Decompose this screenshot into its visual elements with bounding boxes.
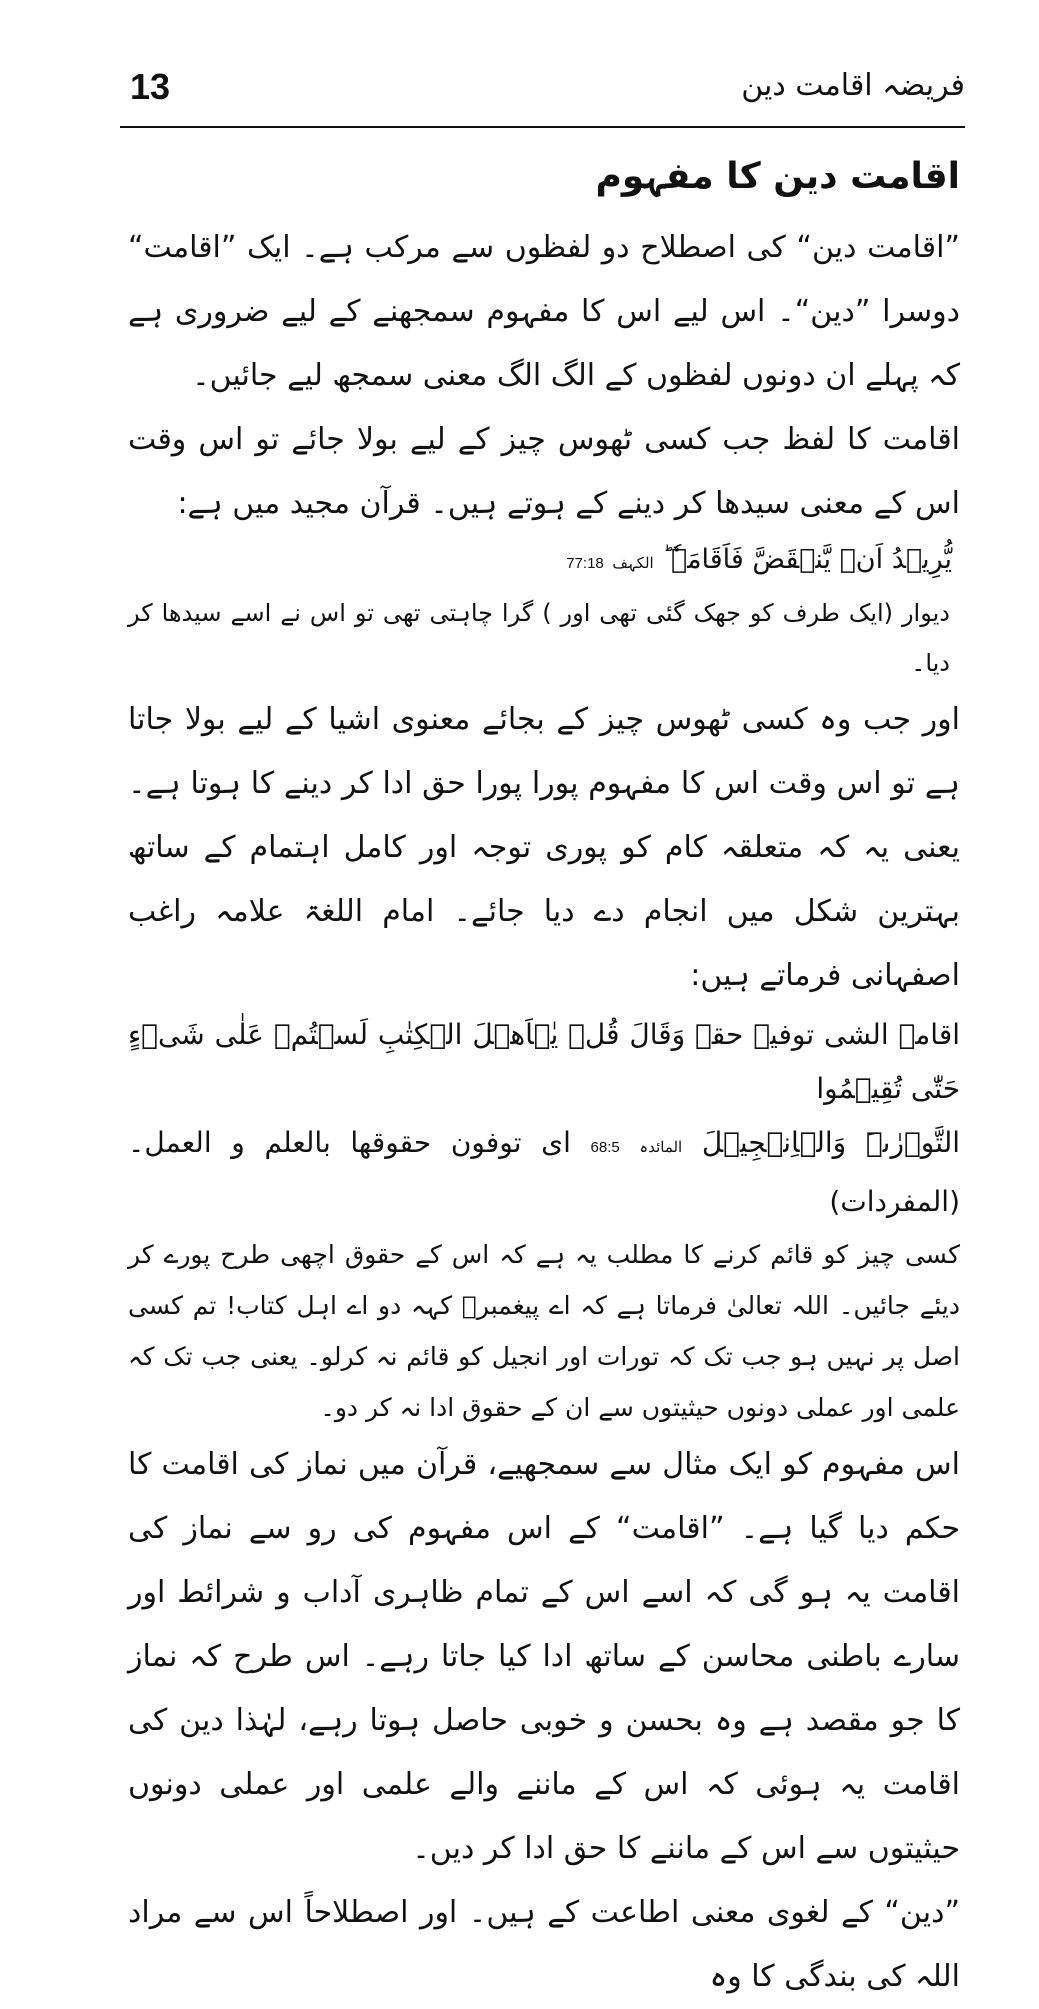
header-divider [120,126,965,128]
paragraph-3: اور جب وہ کسی ٹھوس چیز کے بجائے معنوی اشیا کے لیے بولا جاتا ہے تو اس وقت اس کا مفہوم پورا پورا حق ادا کر دینے کا ہوتا ہے۔ یعنی یہ کہ متعلقہ کام کو پوری توجہ اور کامل اہتمام کے ساتھ بہترین شکل میں انجام دے دیا جائے۔ امام اللغۃ علامہ راغب اصفہانی فرماتے ہیں: [128,702,960,993]
paragraph-4: اس مفہوم کو ایک مثال سے سمجھیے، قرآن میں نماز کی اقامت کا حکم دیا گیا ہے۔ ”اقامت“ کے اس مفہوم کی رو سے نماز کی اقامت یہ ہو گی کہ اسے اس کے تمام ظاہری آداب و شرائط اور سارے باطنی محاسن کے ساتھ ادا کیا جاتا رہے۔ اس طرح کہ نماز کا جو مقصد ہے وہ بحسن و خوبی حاصل ہوتا رہے، لہٰذا دین کی اقامت یہ ہوئی کہ اس کے ماننے والے علمی اور عملی دونوں حیثیتوں سے اس کے ماننے کا حق ادا کر دیں۔ [128,1447,960,1866]
page-content [128,148,960,2009]
quote-source: المائدہ [639,1139,683,1156]
paragraph-5: ”دین“ کے لغوی معنی اطاعت کے ہیں۔ اور اصطلاحاً اس سے مراد اللہ کی بندگی کا وہ [128,1895,960,1994]
verse-text: یُّرِیۡدُ اَنۡ یَّنۡقَضَّ فَاَقَامَہٗ ؕ [662,544,952,575]
verse-reference: 77:18 [566,555,604,572]
page-header [120,60,965,120]
section-heading: اقامت دین کا مفہوم [595,156,960,197]
quote-line-2 [128,1116,960,1229]
verse-source: الکہف [612,555,654,572]
quote-translation: کسی چیز کو قائم کرنے کا مطلب یہ ہے کہ اس کے حقوق اچھی طرح پورے کر دیئے جائیں۔ اللہ تعالیٰ فرماتا ہے کہ اے پیغمبرؐ کہہ دو اے اہل کتاب! تم کسی اصل پر نہیں ہو جب تک کہ تورات اور انجیل کو قائم نہ کرلو۔ یعنی جب تک کہ علمی اور عملی دونوں حیثیتوں سے ان کے حقوق ادا نہ کر دو۔ [128,1240,960,1422]
quran-verse-1 [128,536,960,588]
arabic-quotation [128,1008,960,1229]
running-title: فریضہ اقامت دین [741,68,965,103]
paragraph-2: اقامت کا لفظ جب کسی ٹھوس چیز کے لیے بولا جائے تو اس وقت اس کے معنی سیدھا کر دینے کے ہوتے ہیں۔ قرآن مجید میں ہے: [128,422,960,521]
paragraph-1: ”اقامت دین“ کی اصطلاح دو لفظوں سے مرکب ہے۔ ایک ”اقامت“ دوسرا ”دین“۔ اس لیے اس کا مفہوم سمجھنے کے لیے ضروری ہے کہ پہلے ان دونوں لفظوں کے الگ الگ معنی سمجھ لیے جائیں۔ [128,230,960,393]
quote-verse: التَّوۡرٰىۃَ وَالۡاِنۡجِیۡلَ [701,1126,961,1159]
quote-line-1: اقامۃ الشی توفیۃ حقہ وَقَالَ قُلۡ یٰۤاَھۡلَ الۡکِتٰبِ لَسۡتُمۡ عَلٰی شَیۡءٍ حَتّٰی تُقِیۡمُوا [128,1018,960,1105]
verse-translation-1: دیوار (ایک طرف کو جھک گئی تھی اور ) گرا چاہتی تھی تو اس نے اسے سیدھا کر دیا۔ [128,599,950,677]
quote-tail: ای توفون حقوقھا بالعلم و العمل۔ (المفردات) [128,1126,960,1218]
page-number: 13 [130,66,171,107]
quote-reference: 68:5 [590,1139,620,1156]
